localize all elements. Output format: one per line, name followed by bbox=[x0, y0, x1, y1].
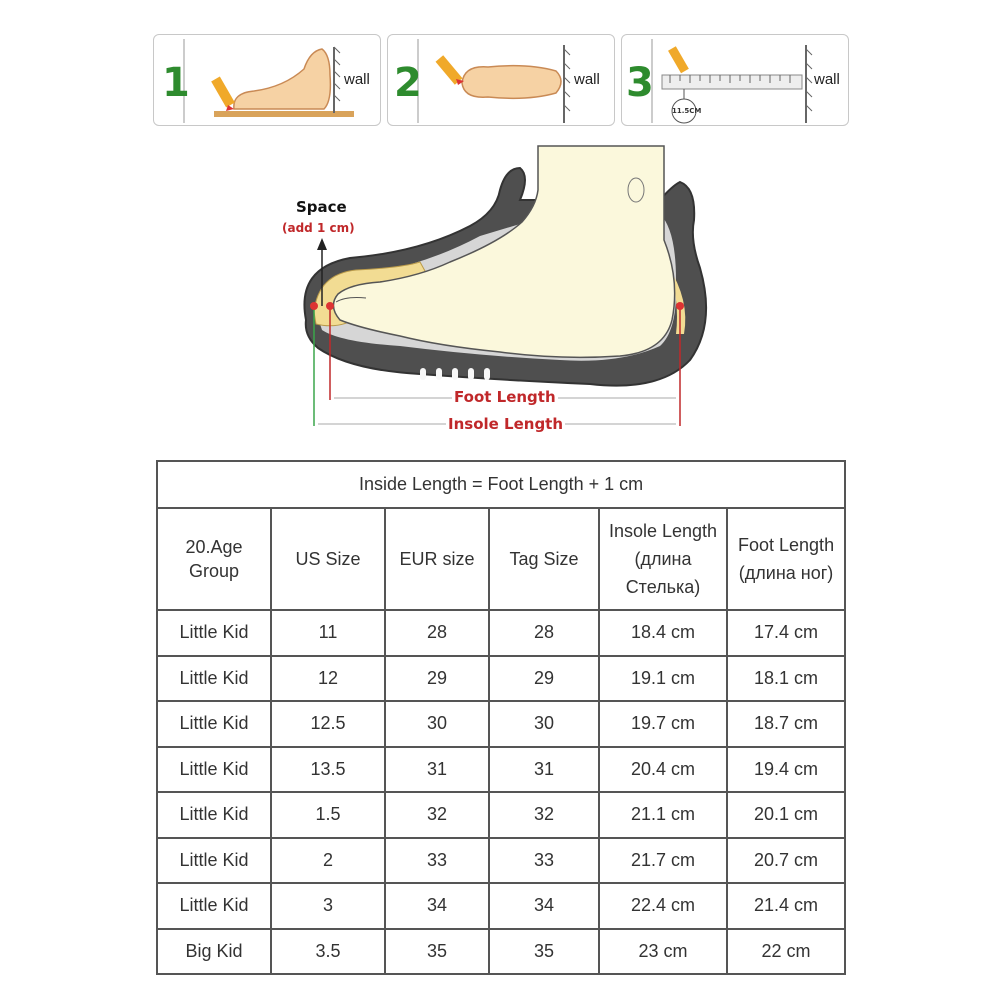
cell-age-group: Big Kid bbox=[157, 929, 271, 975]
cell-eur-size: 32 bbox=[385, 792, 489, 838]
cell-tag-size: 32 bbox=[489, 792, 599, 838]
table-formula: Inside Length = Foot Length + 1 cm bbox=[157, 461, 845, 508]
cell-foot-length: 18.7 cm bbox=[727, 701, 845, 747]
cell-insole-length: 20.4 cm bbox=[599, 747, 727, 793]
table-row bbox=[157, 838, 845, 884]
step-3-wall-label: wall bbox=[814, 71, 840, 88]
cell-eur-size: 29 bbox=[385, 656, 489, 702]
foot-length-label: Foot Length bbox=[454, 388, 556, 406]
cell-eur-size: 35 bbox=[385, 929, 489, 975]
cell-age-group: Little Kid bbox=[157, 656, 271, 702]
table-row bbox=[157, 701, 845, 747]
cell-us-size: 1.5 bbox=[271, 792, 385, 838]
step-1-wall-label: wall bbox=[344, 71, 370, 88]
header-us-size: US Size bbox=[271, 508, 385, 610]
cell-foot-length: 20.7 cm bbox=[727, 838, 845, 884]
cell-foot-length: 17.4 cm bbox=[727, 610, 845, 656]
cell-age-group: Little Kid bbox=[157, 701, 271, 747]
cell-us-size: 13.5 bbox=[271, 747, 385, 793]
cell-foot-length: 20.1 cm bbox=[727, 792, 845, 838]
space-label: Space bbox=[296, 198, 347, 216]
cell-eur-size: 30 bbox=[385, 701, 489, 747]
cell-tag-size: 34 bbox=[489, 883, 599, 929]
cell-age-group: Little Kid bbox=[157, 838, 271, 884]
header-age-group: 20.Age Group bbox=[157, 508, 271, 610]
cell-foot-length: 22 cm bbox=[727, 929, 845, 975]
cell-eur-size: 28 bbox=[385, 610, 489, 656]
cell-insole-length: 18.4 cm bbox=[599, 610, 727, 656]
cell-us-size: 3.5 bbox=[271, 929, 385, 975]
step-3-number: 3 bbox=[626, 60, 654, 106]
cell-tag-size: 28 bbox=[489, 610, 599, 656]
shoe-fit-diagram bbox=[0, 0, 1000, 450]
cell-insole-length: 21.7 cm bbox=[599, 838, 727, 884]
cell-tag-size: 29 bbox=[489, 656, 599, 702]
table-row bbox=[157, 883, 845, 929]
cell-insole-length: 19.1 cm bbox=[599, 656, 727, 702]
header-insole-length: Insole Length (длина Стелька) bbox=[599, 508, 727, 610]
cell-insole-length: 21.1 cm bbox=[599, 792, 727, 838]
table-row bbox=[157, 656, 845, 702]
cell-eur-size: 31 bbox=[385, 747, 489, 793]
table-row bbox=[157, 747, 845, 793]
header-tag-size: Tag Size bbox=[489, 508, 599, 610]
size-chart-table bbox=[156, 460, 846, 975]
header-eur-size: EUR size bbox=[385, 508, 489, 610]
table-row bbox=[157, 929, 845, 975]
cell-eur-size: 34 bbox=[385, 883, 489, 929]
space-note: (add 1 cm) bbox=[282, 221, 355, 235]
cell-insole-length: 22.4 cm bbox=[599, 883, 727, 929]
cell-tag-size: 30 bbox=[489, 701, 599, 747]
cell-us-size: 11 bbox=[271, 610, 385, 656]
step-2-wall-label: wall bbox=[574, 71, 600, 88]
cell-us-size: 12.5 bbox=[271, 701, 385, 747]
step-2-number: 2 bbox=[394, 60, 422, 106]
cell-insole-length: 19.7 cm bbox=[599, 701, 727, 747]
cell-us-size: 12 bbox=[271, 656, 385, 702]
cell-us-size: 2 bbox=[271, 838, 385, 884]
step-1-number: 1 bbox=[162, 60, 190, 106]
table-row bbox=[157, 610, 845, 656]
cell-age-group: Little Kid bbox=[157, 883, 271, 929]
header-foot-length: Foot Length (длина ног) bbox=[727, 508, 845, 610]
cell-tag-size: 33 bbox=[489, 838, 599, 884]
table-row bbox=[157, 792, 845, 838]
cell-foot-length: 19.4 cm bbox=[727, 747, 845, 793]
cell-eur-size: 33 bbox=[385, 838, 489, 884]
cell-age-group: Little Kid bbox=[157, 610, 271, 656]
cell-tag-size: 31 bbox=[489, 747, 599, 793]
cell-age-group: Little Kid bbox=[157, 747, 271, 793]
cell-age-group: Little Kid bbox=[157, 792, 271, 838]
cell-foot-length: 21.4 cm bbox=[727, 883, 845, 929]
ruler-measurement-label: 11.5CM bbox=[672, 107, 702, 115]
cell-us-size: 3 bbox=[271, 883, 385, 929]
cell-foot-length: 18.1 cm bbox=[727, 656, 845, 702]
cell-tag-size: 35 bbox=[489, 929, 599, 975]
cell-insole-length: 23 cm bbox=[599, 929, 727, 975]
insole-length-label: Insole Length bbox=[448, 415, 564, 433]
